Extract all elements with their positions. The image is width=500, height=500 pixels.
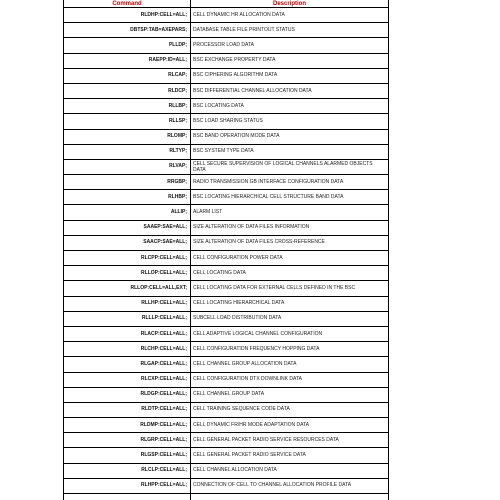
description-cell: CELL SECURE SUPERVISION OF LOGICAL CHANNELS ALARMED OBJECTS DATA	[191, 159, 389, 174]
command-cell: RLDMP:CELL=ALL;	[64, 418, 191, 433]
description-cell: SUBCELL LOAD DISTRIBUTION DATA	[191, 311, 389, 326]
description-cell: BSC EXCHANGE PROPERTY DATA	[191, 53, 389, 68]
description-cell: CELL GENERAL PACKET RADIO SERVICE DATA	[191, 448, 389, 463]
table-row	[64, 372, 389, 387]
command-cell: RLLOP:CELL=ALL,EXT;	[64, 281, 191, 296]
table-row	[64, 342, 389, 357]
table-row	[64, 387, 389, 402]
command-cell: RRGBP;	[64, 175, 191, 190]
description-cell: PROCESSOR LOAD DATA	[191, 38, 389, 53]
description-cell: BSC LOCATING HIERARCHICAL CELL STRUCTURE BAND DATA	[191, 190, 389, 205]
command-cell: RAEPP:ID=ALL;	[64, 53, 191, 68]
description-cell: CONNECTION OF CELL TO CHANNEL ALLOCATION PROFILE DATA	[191, 478, 389, 493]
table-body	[64, 8, 389, 500]
description-cell: ALARM LIST	[191, 205, 389, 220]
command-cell: RLLOP:CELL=ALL;	[64, 266, 191, 281]
table-row	[64, 478, 389, 493]
table-row	[64, 8, 389, 23]
command-cell: RLLBP;	[64, 99, 191, 114]
table-row	[64, 99, 389, 114]
description-cell: CELL LOCATING HIERARCHICAL DATA	[191, 296, 389, 311]
table-row	[64, 53, 389, 68]
table-row	[64, 281, 389, 296]
description-cell: CELL LOCATING DATA	[191, 266, 389, 281]
table-row	[64, 159, 389, 174]
command-table	[63, 0, 389, 500]
table-row	[64, 38, 389, 53]
table-row	[64, 448, 389, 463]
description-cell: DATABASE TABLE FILE PRINTOUT STATUS	[191, 23, 389, 38]
command-cell: RLCAP;	[64, 68, 191, 83]
command-cell: RLLHP:CELL=ALL;	[64, 296, 191, 311]
description-cell: CELL CHANNEL GROUP ALLOCATION DATA	[191, 357, 389, 372]
command-cell: RLDCP;	[64, 83, 191, 98]
description-cell: CELL LOCATING DATA FOR EXTERNAL CELLS DEFINED IN THE BSC	[191, 281, 389, 296]
description-cell: CELL TRAINING SEQUENCE CODE DATA	[191, 402, 389, 417]
description-cell	[191, 494, 389, 500]
command-cell: RLTYP;	[64, 144, 191, 159]
command-cell: RLCHP:CELL=ALL;	[64, 342, 191, 357]
command-cell: RLHPP:CELL=ALL;	[64, 478, 191, 493]
description-cell: CELL GENERAL PACKET RADIO SERVICE RESOURCES DATA	[191, 433, 389, 448]
command-cell: RLLSP;	[64, 114, 191, 129]
command-cell: RLOMP;	[64, 129, 191, 144]
description-cell: SIZE ALTERATION OF DATA FILES INFORMATION	[191, 220, 389, 235]
table-row	[64, 311, 389, 326]
table-row	[64, 205, 389, 220]
command-cell: RLGSP:CELL=ALL;	[64, 448, 191, 463]
table-row	[64, 296, 389, 311]
table-row	[64, 418, 389, 433]
table-row	[64, 114, 389, 129]
table-row	[64, 402, 389, 417]
table-row	[64, 23, 389, 38]
command-cell: RLACP:CELL=ALL;	[64, 326, 191, 341]
table-row	[64, 357, 389, 372]
command-cell: ALLIP;	[64, 205, 191, 220]
description-cell: SIZE ALTERATION OF DATA FILES CROSS-REFERENCE	[191, 235, 389, 250]
command-column-header: Command	[64, 0, 191, 8]
table-row	[64, 235, 389, 250]
description-cell: CELL ADAPTIVE LOGICAL CHANNEL CONFIGURATION	[191, 326, 389, 341]
command-cell: RLDGP:CELL=ALL;	[64, 387, 191, 402]
description-cell: CELL CHANNEL ALLOCATION DATA	[191, 463, 389, 478]
table-row	[64, 266, 389, 281]
command-cell: RLDHP:CELL=ALL;	[64, 8, 191, 23]
table-row	[64, 190, 389, 205]
table-row	[64, 463, 389, 478]
table-row	[64, 251, 389, 266]
command-cell: SAACP:SAE=ALL;	[64, 235, 191, 250]
command-cell: RLGAP:CELL=ALL;	[64, 357, 191, 372]
description-cell: BSC LOAD SHARING STATUS	[191, 114, 389, 129]
table-row	[64, 326, 389, 341]
command-cell: RLCPP:CELL=ALL;	[64, 251, 191, 266]
description-cell: BSC LOCATING DATA	[191, 99, 389, 114]
table-row	[64, 175, 389, 190]
description-cell: BSC BAND OPERATION MODE DATA	[191, 129, 389, 144]
command-cell: RLVAP;	[64, 159, 191, 174]
description-cell: CELL CONFIGURATION DTX DOWNLINK DATA	[191, 372, 389, 387]
description-cell: CELL DYNAMIC FR/HR MODE ADAPTATION DATA	[191, 418, 389, 433]
header-row	[64, 0, 389, 8]
command-cell: RLGRP:CELL=ALL;	[64, 433, 191, 448]
table-row	[64, 433, 389, 448]
command-cell: RLLLP:CELL=ALL;	[64, 311, 191, 326]
description-cell: RADIO TRANSMISSION GB INTERFACE CONFIGURATION DATA	[191, 175, 389, 190]
table-row	[64, 83, 389, 98]
command-cell: DBTSP:TAB=AXEPARS;	[64, 23, 191, 38]
command-cell: RLHBP;	[64, 190, 191, 205]
command-cell: SAAEP:SAE=ALL;	[64, 220, 191, 235]
description-cell: BSC DIFFERENTIAL CHANNEL ALLOCATION DATA	[191, 83, 389, 98]
description-column-header: Description	[191, 0, 389, 8]
command-cell: RLCXP:CELL=ALL;	[64, 372, 191, 387]
description-cell: CELL CHANNEL GROUP DATA	[191, 387, 389, 402]
table-row	[64, 129, 389, 144]
command-cell: RLDTP:CELL=ALL;	[64, 402, 191, 417]
description-cell: CELL CONFIGURATION POWER DATA	[191, 251, 389, 266]
table-row	[64, 144, 389, 159]
command-cell: RLCLP:CELL=ALL;	[64, 463, 191, 478]
description-cell: CELL DYNAMIC HR ALLOCATION DATA	[191, 8, 389, 23]
table-row	[64, 494, 389, 500]
description-cell: BSC CIPHERING ALGORITHM DATA	[191, 68, 389, 83]
table-row	[64, 220, 389, 235]
command-cell	[64, 494, 191, 500]
command-cell: PLLDP;	[64, 38, 191, 53]
description-cell: CELL CONFIGURATION FREQUENCY HOPPING DATA	[191, 342, 389, 357]
description-cell: BSC SYSTEM TYPE DATA	[191, 144, 389, 159]
table-row	[64, 68, 389, 83]
